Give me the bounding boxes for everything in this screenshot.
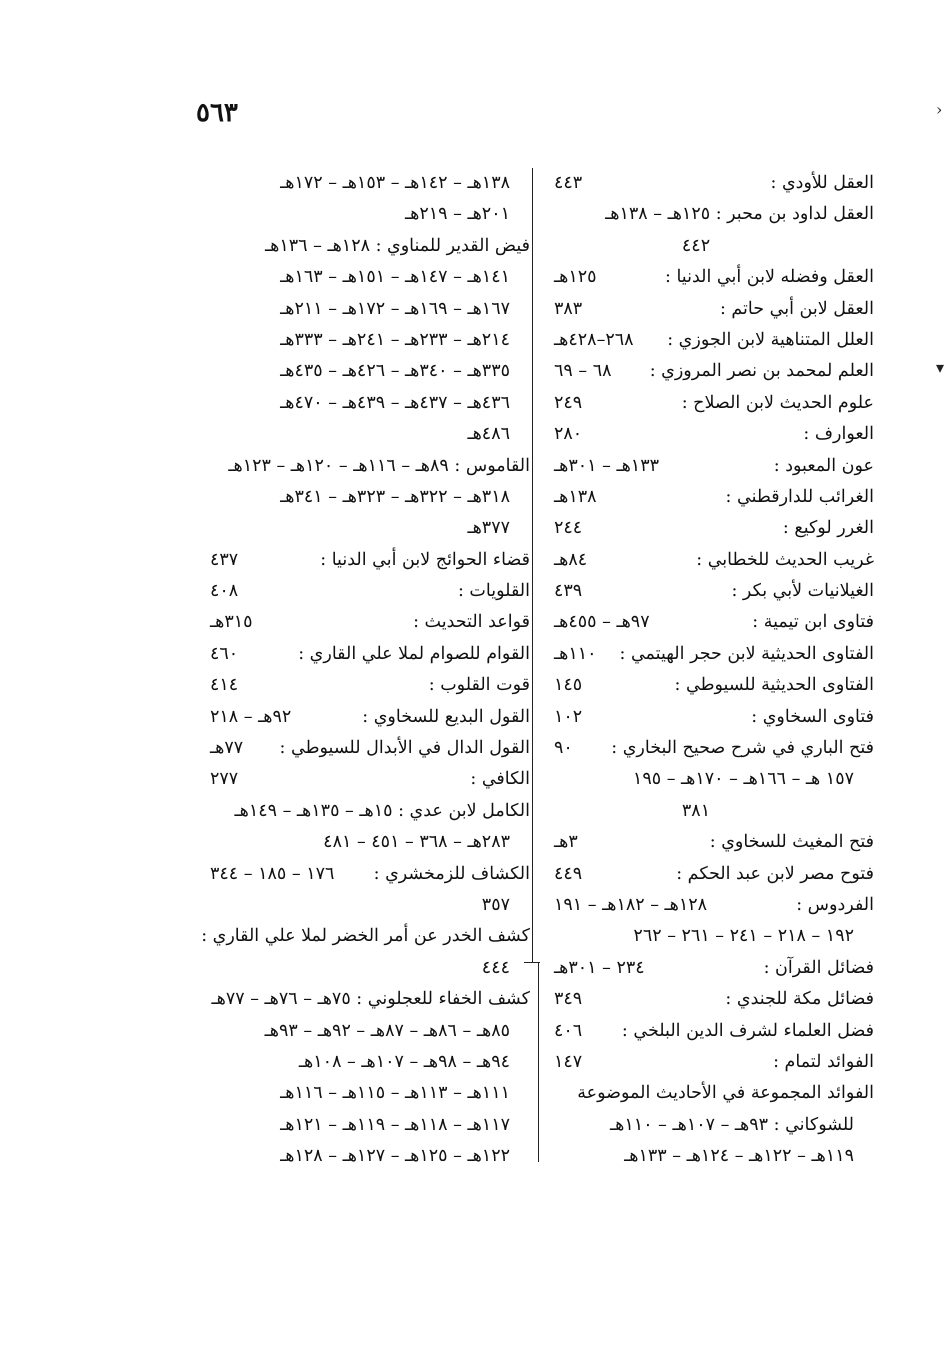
index-entry	[538, 419, 874, 450]
index-entry-title: القوام للصوام لملا علي القاري :	[298, 643, 530, 664]
index-entry-continuation: ٢٠١هـ – ٢١٩هـ	[405, 204, 510, 225]
margin-mark: ▾	[936, 358, 945, 377]
index-entry	[538, 576, 874, 607]
index-entry	[538, 356, 874, 387]
index-entry	[538, 388, 874, 419]
index-entry-title: فتاوى السخاوي :	[751, 706, 874, 727]
margin-mark: ›	[936, 100, 943, 119]
index-entry	[194, 670, 530, 701]
index-entry-continuation: ١١٩هـ – ١٢٢هـ – ١٢٤هـ – ١٣٣هـ	[624, 1146, 854, 1167]
index-entry-pages: ٤١٤	[210, 675, 239, 696]
index-entry-title: العوارف :	[803, 424, 874, 445]
page-number: ٥٦٣	[196, 98, 238, 128]
index-entry-pages: ٩٢هـ – ٢١٨	[210, 706, 292, 727]
index-entry-pages: ٤٤٣	[554, 173, 583, 193]
index-entry-title: العقل لابن أبي حاتم :	[719, 298, 874, 319]
index-entry-pages: ١٢٨هـ – ١٨٢هـ – ١٩١	[554, 894, 708, 915]
index-entry	[194, 451, 530, 482]
index-entry-pages: ٩٠	[554, 738, 573, 759]
index-entry-title: القلويات :	[457, 581, 530, 602]
index-entry-title: قواعد التحديث :	[413, 612, 530, 633]
index-entry	[194, 607, 530, 638]
index-entry	[194, 702, 530, 733]
index-entry-title: فتوح مصر لابن عبد الحكم :	[676, 863, 874, 884]
index-entry-pages: ٦٨ – ٦٩	[554, 361, 612, 382]
index-entry-title: عون المعبود :	[773, 455, 874, 476]
index-entry	[194, 764, 530, 795]
index-entry	[538, 451, 874, 482]
index-entry-title: فضائل مكة للجندي :	[725, 989, 874, 1010]
index-entry-title: الفتاوى الحديثية للسيوطي :	[674, 675, 874, 696]
index-entry	[538, 1078, 874, 1109]
index-entry-title: غريب الحديث للخطابي :	[696, 549, 874, 570]
index-entry-title: الفتاوى الحديثية لابن حجر الهيتمي :	[619, 643, 874, 664]
index-entry-pages: ٤٦٠	[210, 643, 239, 664]
index-entry	[538, 325, 874, 356]
index-entry	[538, 482, 874, 513]
index-entry	[538, 294, 874, 325]
index-entry-continuation: ٤٤٤	[481, 957, 510, 978]
column-divider	[532, 168, 533, 962]
index-entry-continuation: ١٥٧ هـ – ١٦٦هـ – ١٧٠هـ – ١٩٥	[632, 769, 854, 790]
index-entry-continuation: ٣١٨هـ – ٣٢٢هـ – ٣٢٣هـ – ٣٤١هـ	[280, 486, 510, 507]
index-entry	[194, 921, 530, 952]
index-entry-pages: ١٣٣هـ – ٣٠١هـ	[554, 455, 659, 476]
index-entry-pages: ٨٤هـ	[554, 549, 588, 570]
index-entry	[538, 199, 874, 230]
index-entry	[538, 827, 874, 858]
index-entry-title: كشف الخدر عن أمر الخضر لملا علي القاري :	[201, 926, 530, 947]
index-entry-pages: ٤٤٩	[554, 863, 583, 884]
index-entry-title: الكافي :	[470, 769, 530, 790]
index-entry	[194, 984, 530, 1015]
index-entry-pages: ٣١٥هـ	[210, 612, 253, 633]
index-entry-continuation: ٣٣٥هـ – ٣٤٠هـ – ٤٢٦هـ – ٤٣٥هـ	[280, 361, 510, 382]
index-entry-title: الغيلانيات لأبي بكر :	[731, 581, 874, 602]
index-entry	[538, 702, 874, 733]
index-entry-title: العقل للأودي :	[770, 173, 874, 193]
index-entry-title: الغرائب للدارقطني :	[725, 486, 874, 507]
index-entry-title: الفردوس :	[796, 894, 874, 915]
index-entry-title: الكشاف للزمخشري :	[373, 863, 530, 884]
index-entry-title: الفوائد لتمام :	[773, 1051, 874, 1072]
index-entry-pages: ٢٤٤	[554, 518, 583, 539]
index-entry-title: قوت القلوب :	[428, 675, 530, 696]
index-entry	[538, 733, 874, 764]
index-column-left	[194, 168, 530, 1173]
index-entry-pages: ٣٨٣	[554, 298, 583, 319]
index-entry-pages: ١١٠هـ	[554, 643, 597, 664]
index-entry	[194, 576, 530, 607]
index-entry-pages: ٣٤٩	[554, 989, 583, 1010]
index-entry-continuation: ٣٧٧هـ	[467, 518, 510, 539]
index-entry-title: الكامل لابن عدي : ١٥هـ – ١٣٥هـ – ١٤٩هـ	[234, 800, 530, 821]
index-entry-pages: ٤٠٦	[554, 1020, 583, 1041]
column-divider-lower	[538, 962, 539, 1162]
index-entry	[194, 796, 530, 827]
index-entry	[538, 639, 874, 670]
index-entry	[538, 859, 874, 890]
index-entry	[538, 670, 874, 701]
index-entry-pages: ١٣٨هـ	[554, 486, 597, 507]
index-entry-continuation: للشوكاني : ٩٣هـ – ١٠٧هـ – ١١٠هـ	[610, 1114, 854, 1135]
index-entry-title: القاموس : ٨٩هـ – ١١٦هـ – ١٢٠هـ – ١٢٣هـ	[228, 455, 530, 476]
index-entry	[538, 890, 874, 921]
index-entry-continuation: ١١٧هـ – ١١٨هـ – ١١٩هـ – ١٢١هـ	[280, 1114, 510, 1135]
index-entry	[538, 953, 874, 984]
index-entry-title: علوم الحديث لابن الصلاح :	[681, 392, 874, 413]
index-entry-pages: ١٤٥	[554, 675, 583, 696]
index-entry-pages: ٢٤٩	[554, 392, 583, 413]
index-entry-pages: ١٧٦ – ١٨٥ – ٣٤٤	[210, 863, 335, 884]
index-entry-title: فضائل القرآن :	[763, 957, 874, 978]
index-entry-pages: ٢٦٨–٤٢٨هـ	[554, 329, 634, 350]
index-entry-title: الفوائد المجموعة في الأحاديث الموضوعة	[577, 1083, 874, 1104]
index-entry-continuation: ٢٨٣هـ – ٣٦٨ – ٤٥١ – ٤٨١	[323, 832, 510, 853]
index-entry-title: فتاوى ابن تيمية :	[752, 612, 874, 633]
index-entry	[194, 545, 530, 576]
index-entry-pages: ٢٣٤ – ٣٠١هـ	[554, 957, 645, 978]
index-entry-pages: ٤٣٩	[554, 581, 583, 602]
index-entry-continuation: ١٦٧هـ – ١٦٩هـ – ١٧٢هـ – ٢١١هـ	[280, 298, 510, 319]
index-column-right	[538, 168, 874, 1173]
index-entry	[538, 168, 874, 199]
index-entry-title: العلل المتناهية لابن الجوزي :	[667, 329, 874, 350]
index-entry-title: قضاء الحوائج لابن أبي الدنيا :	[320, 549, 530, 570]
index-entry-title: فتح المغيث للسخاوي :	[709, 832, 874, 853]
index-entry	[538, 513, 874, 544]
index-entry-continuation: ٤٤٢	[681, 235, 711, 256]
index-entry-continuation: ٤٨٦هـ	[467, 424, 510, 445]
index-entry-pages: ٤٠٨	[210, 581, 239, 602]
index-entry	[194, 639, 530, 670]
index-entry	[194, 859, 530, 890]
index-entry-pages: ١٠٢	[554, 706, 583, 727]
index-entry-continuation: ٢١٤هـ – ٢٣٣هـ – ٢٤١هـ – ٣٣٣هـ	[280, 329, 510, 350]
index-entry	[194, 733, 530, 764]
index-entry	[538, 607, 874, 638]
index-entry-pages: ٧٧هـ	[210, 738, 244, 759]
index-entry	[538, 984, 874, 1015]
index-entry-title: فتح الباري في شرح صحيح البخاري :	[611, 738, 874, 759]
index-entry-pages: ١٤٧	[554, 1051, 583, 1072]
index-entry-continuation: ٤٣٦هـ – ٤٣٧هـ – ٤٣٩هـ – ٤٧٠هـ	[280, 392, 510, 413]
index-entry-pages: ٩٧هـ – ٤٥٥هـ	[554, 612, 650, 633]
index-entry-title: فيض القدير للمناوي : ١٢٨هـ – ١٣٦هـ	[265, 235, 530, 256]
index-entry-pages: ٣هـ	[554, 832, 578, 853]
index-entry-continuation: ٨٥هـ – ٨٦هـ – ٨٧هـ – ٩٢هـ – ٩٣هـ	[264, 1020, 510, 1041]
index-entry-continuation: ١٢٢هـ – ١٢٥هـ – ١٢٧هـ – ١٢٨هـ	[280, 1146, 510, 1167]
index-entry-title: القول الدال في الأبدال للسيوطي :	[279, 738, 530, 759]
index-entry-title: الغرر لوكيع :	[782, 518, 874, 539]
index-entry-continuation: ١١١هـ – ١١٣هـ – ١١٥هـ – ١١٦هـ	[280, 1083, 510, 1104]
index-entry-continuation: ١٩٢ – ٢١٨ – ٢٤١ – ٢٦١ – ٢٦٢	[633, 926, 854, 947]
index-entry-title: العلم لمحمد بن نصر المروزي :	[649, 361, 874, 382]
index-entry	[538, 545, 874, 576]
index-entry-continuation: ١٣٨هـ – ١٤٢هـ – ١٥٣هـ – ١٧٢هـ	[280, 173, 510, 193]
index-entry-title: القول البديع للسخاوي :	[362, 706, 530, 727]
index-entry-title: العقل لداود بن محبر : ١٢٥هـ – ١٣٨هـ	[605, 204, 874, 225]
index-entry-pages: ١٢٥هـ	[554, 267, 597, 288]
index-entry-continuation: ٣٨١	[681, 800, 711, 821]
index-entry	[538, 262, 874, 293]
index-entry	[538, 1016, 874, 1047]
index-entry-title: كشف الخفاء للعجلوني : ٧٥هـ – ٧٦هـ – ٧٧هـ	[211, 989, 530, 1010]
index-entry-title: فضل العلماء لشرف الدين البلخي :	[621, 1020, 874, 1041]
index-entry-continuation: ٣٥٧	[481, 894, 510, 915]
index-entry-continuation: ١٤١هـ – ١٤٧هـ – ١٥١هـ – ١٦٣هـ	[280, 267, 510, 288]
index-entry-continuation: ٩٤هـ – ٩٨هـ – ١٠٧هـ – ١٠٨هـ	[298, 1051, 510, 1072]
index-entry-title: العقل وفضله لابن أبي الدنيا :	[665, 267, 874, 288]
index-entry-pages: ٤٣٧	[210, 549, 239, 570]
index-entry-pages: ٢٧٧	[210, 769, 239, 790]
index-entry-pages: ٢٨٠	[554, 424, 583, 445]
index-entry	[194, 231, 530, 262]
index-entry	[538, 1047, 874, 1078]
